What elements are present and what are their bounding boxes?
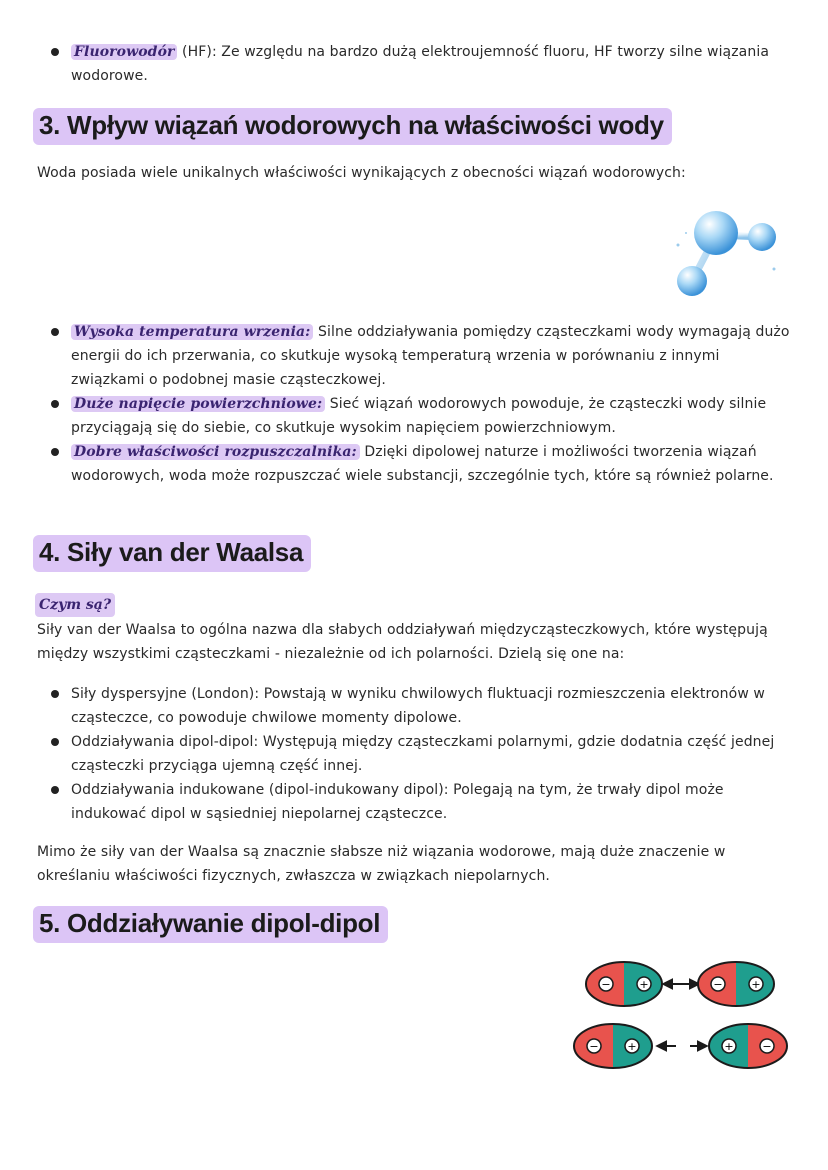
section-3-bullets [37,320,797,488]
section-5-heading: 5. Oddziaływanie dipol-dipol [33,906,388,943]
minus-sign: − [601,978,611,991]
minus-sign: − [589,1040,599,1053]
bullet-text: Sieć wiązań wodorowych powoduje, że cząsteczki wody silnie przyciągają się do siebie, co skutkuje wysokim napięciem powierzchniowym. [71,396,767,436]
list-item: Oddziaływania indukowane (dipol-indukowany dipol): Polegają na tym, że trwały dipol może indukować dipol w sąsiedniej niepolarnej cząsteczce. [37,778,797,826]
minus-sign: − [713,978,723,991]
subheading: Czym są? [35,593,115,617]
minus-sign: − [762,1040,772,1053]
forces-list [37,682,797,826]
dipole-molecule [709,1024,787,1068]
water-molecule-icon [666,205,786,305]
section-4-heading: 4. Siły van der Waalsa [33,535,311,572]
section-3-intro: Woda posiada wiele unikalnych właściwości wynikających z obecności wiązań wodorowych: [37,165,686,181]
list-item [37,320,797,392]
term-highlight: Wysoka temperatura wrzenia: [71,324,313,340]
section-4-intro: Siły van der Waalsa to ogólna nazwa dla słabych oddziaływań międzycząsteczkowych, które występują między wszystkimi cząsteczkami - niezależnie od ich polarności. Dzielą się one na: [37,622,768,662]
term-highlight: Duże napięcie powierzchniowe: [71,396,325,412]
plus-sign: + [724,1040,734,1053]
term-highlight: Fluorowodór [71,44,177,60]
section-4-bullets [37,682,797,826]
list-item: Siły dyspersyjne (London): Powstają w wyniku chwilowych fluktuacji rozmieszczenia elektronów w cząsteczce, co powoduje chwilowe momenty dipolowe. [37,682,797,730]
list-item: Oddziaływania dipol-dipol: Występują między cząsteczkami polarnymi, gdzie dodatnia część jednej cząsteczki przyciąga ujemną część innej. [37,730,797,778]
list-item [37,40,797,88]
plus-sign: + [627,1040,637,1053]
dipole-molecule [574,1024,652,1068]
dipole-molecule [698,962,774,1006]
dipole-interaction-diagram [570,956,800,1076]
properties-list [37,320,797,488]
list-item [37,440,797,488]
bullet-text: (HF): Ze względu na bardzo dużą elektroujemność fluoru, HF tworzy silne wiązania wodorowe. [71,44,770,84]
term-highlight: Dobre właściwości rozpuszczalnika: [71,444,360,460]
section-3-heading: 3. Wpływ wiązań wodorowych na właściwości wody [33,108,672,145]
intro-list [37,40,797,88]
bullet-text: Dzięki dipolowej naturze i możliwości tworzenia wiązań wodorowych, woda może rozpuszczać wiele substancji, szczególnie tych, które są również polarne. [71,444,774,484]
bullet-text: Silne oddziaływania pomiędzy cząsteczkami wody wymagają dużo energii do ich przerwania, co skutkuje wysoką temperaturą wrzenia w porównaniu z innymi związkami o podobnej masie cząsteczkowej. [71,324,790,388]
section-4-conclusion: Mimo że siły van der Waalsa są znacznie słabsze niż wiązania wodorowe, mają duże znaczenie w określaniu właściwości fizycznych, zwłaszcza w związkach niepolarnych. [37,844,726,884]
dipole-molecule [586,962,662,1006]
intro-bullet-block [37,40,797,88]
list-item [37,392,797,440]
plus-sign: + [639,978,649,991]
plus-sign: + [751,978,761,991]
